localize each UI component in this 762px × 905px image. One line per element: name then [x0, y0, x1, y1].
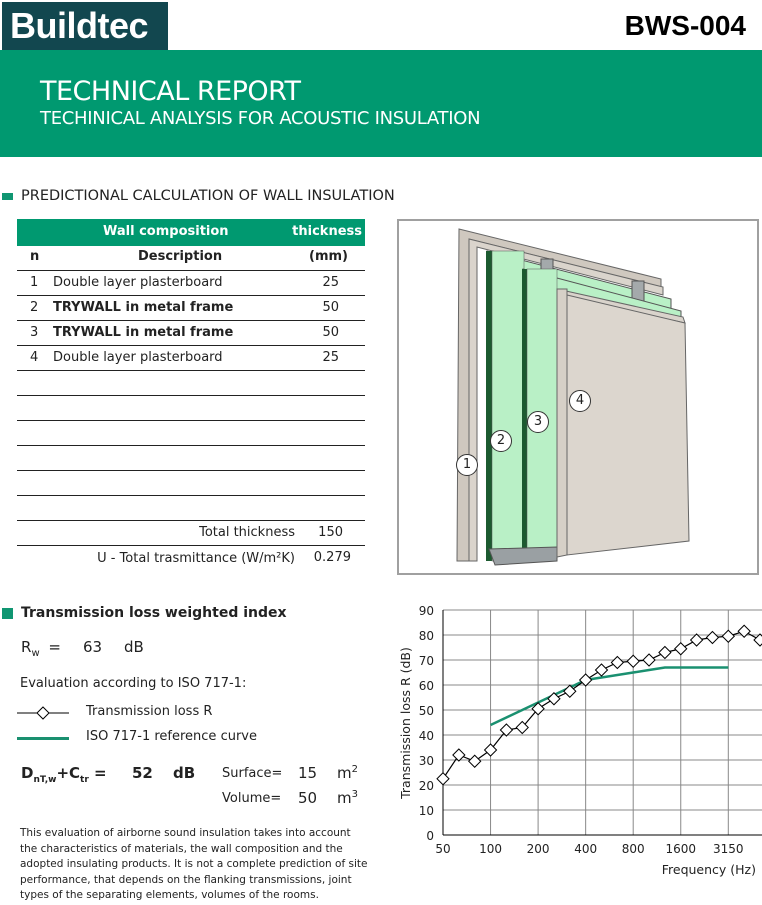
transmission-loss-chart: [390, 598, 762, 888]
header-n: n: [30, 249, 40, 264]
svg-text:400: 400: [574, 842, 598, 856]
evaluation-text: Evaluation according to ISO 717-1:: [20, 676, 247, 691]
row-n: 2: [30, 300, 39, 315]
svg-text:1600: 1600: [665, 842, 697, 856]
svg-text:Transmission loss R (dB): Transmission loss R (dB): [398, 647, 413, 799]
row-description: Double layer plasterboard: [53, 350, 223, 365]
header-wall-composition: Wall composition: [103, 224, 229, 239]
u-transmittance-value: 0.279: [313, 550, 351, 565]
svg-text:Frequency (Hz): Frequency (Hz): [661, 862, 756, 877]
section-bullet-icon: [2, 608, 13, 619]
disclaimer-note: This evaluation of airborne sound insulation takes into account the characteristics of materials, the wall composition and the adopted insulating products. It is not a complete prediction of site performance, that depends on the flanking transmissions, joint types of the separating elements, volumes of the rooms.: [20, 827, 368, 901]
table-row: [17, 321, 365, 346]
dnt-label: [21, 764, 107, 785]
dnt-sub: nT,w: [33, 775, 57, 785]
layer-label-1: 1: [456, 454, 478, 476]
row-thickness: 25: [322, 275, 339, 290]
legend-reference-line-icon: [17, 737, 69, 740]
rw-value: 63: [83, 638, 103, 656]
section-title-text: Transmission loss weighted index: [21, 605, 287, 621]
surface-label: Surface=: [222, 766, 283, 781]
row-thickness: 25: [322, 350, 339, 365]
table-row-total: [17, 521, 365, 546]
legend-diamond-line-icon: [17, 706, 69, 720]
table-row-empty: [17, 396, 365, 421]
ctr-sub: tr: [80, 775, 89, 785]
volume-unit: [337, 789, 358, 807]
svg-text:80: 80: [418, 629, 434, 643]
svg-text:90: 90: [418, 604, 434, 618]
svg-text:50: 50: [418, 704, 434, 718]
row-thickness: 50: [322, 300, 339, 315]
row-n: 3: [30, 325, 39, 340]
report-subtitle: TECHINICAL ANALYSIS FOR ACOUSTIC INSULATION: [40, 108, 481, 129]
row-description: TRYWALL in metal frame: [53, 300, 234, 315]
section-wall-insulation-title: [2, 188, 395, 204]
svg-text:30: 30: [418, 754, 434, 768]
section-title-text: PREDICTIONAL CALCULATION OF WALL INSULATION: [21, 188, 395, 204]
svg-text:0: 0: [426, 829, 434, 843]
section-transmission-title: [2, 605, 287, 621]
header-unit: (mm): [309, 249, 348, 264]
surface-value: 15: [298, 764, 318, 782]
table-row-empty: [17, 421, 365, 446]
ctr-c: +C: [56, 764, 81, 782]
surface-unit: [337, 764, 358, 782]
total-thickness-value: 150: [318, 525, 343, 540]
rw-row: [21, 638, 61, 659]
buildtec-logo: Buildtec: [2, 2, 168, 50]
wall-diagram: [397, 219, 759, 575]
row-description: TRYWALL in metal frame: [53, 325, 234, 340]
rw-sub: w: [31, 648, 40, 659]
surface-exp: 2: [351, 764, 358, 775]
dnt-unit: dB: [173, 764, 196, 782]
layer-label-2: 2: [490, 430, 512, 452]
row-n: 1: [30, 275, 39, 290]
rw-unit: dB: [124, 638, 144, 656]
svg-text:10: 10: [418, 804, 434, 818]
svg-text:40: 40: [418, 729, 434, 743]
table-row: [17, 346, 365, 371]
svg-text:70: 70: [418, 654, 434, 668]
svg-text:100: 100: [479, 842, 503, 856]
row-description: Double layer plasterboard: [53, 275, 223, 290]
row-n: 4: [30, 350, 39, 365]
dnt-d: D: [21, 764, 34, 782]
rw-eq: =: [48, 638, 61, 656]
table-row-empty: [17, 496, 365, 521]
layer-label-3: 3: [527, 411, 549, 433]
svg-text:800: 800: [621, 842, 645, 856]
dnt-eq: =: [94, 764, 107, 782]
volume-exp: 3: [351, 789, 358, 800]
volume-unit-m: m: [337, 789, 352, 807]
table-row-empty: [17, 371, 365, 396]
table-subheader-row: [17, 246, 365, 271]
table-row: [17, 296, 365, 321]
dnt-value: 52: [132, 764, 153, 782]
svg-text:20: 20: [418, 779, 434, 793]
layer-label-4: 4: [569, 390, 591, 412]
svg-text:3150: 3150: [713, 842, 744, 856]
report-title: TECHNICAL REPORT: [40, 76, 301, 107]
rw-label: R: [21, 638, 32, 656]
surface-unit-m: m: [337, 764, 352, 782]
section-bullet-icon: [2, 193, 13, 200]
table-row-empty: [17, 471, 365, 496]
row-thickness: 50: [322, 325, 339, 340]
u-transmittance-label: U - Total trasmittance (W/m²K): [97, 551, 295, 566]
table-header-row: [17, 219, 365, 246]
svg-text:200: 200: [526, 842, 550, 856]
table-row-u: [17, 546, 365, 571]
svg-text:50: 50: [435, 842, 451, 856]
title-banner: [0, 50, 762, 157]
report-code: BWS-004: [624, 10, 746, 41]
total-thickness-label: Total thickness: [199, 525, 295, 540]
svg-text:60: 60: [418, 679, 434, 693]
header-thickness: thickness: [292, 224, 362, 239]
header-description: Description: [138, 249, 223, 264]
volume-value: 50: [298, 789, 318, 807]
table-row: [17, 271, 365, 296]
table-row-empty: [17, 446, 365, 471]
wall-composition-table: [17, 219, 365, 571]
volume-label: Volume=: [222, 791, 282, 806]
legend-reference-curve: ISO 717-1 reference curve: [86, 729, 257, 744]
legend-transmission-loss: Transmission loss R: [86, 704, 213, 719]
